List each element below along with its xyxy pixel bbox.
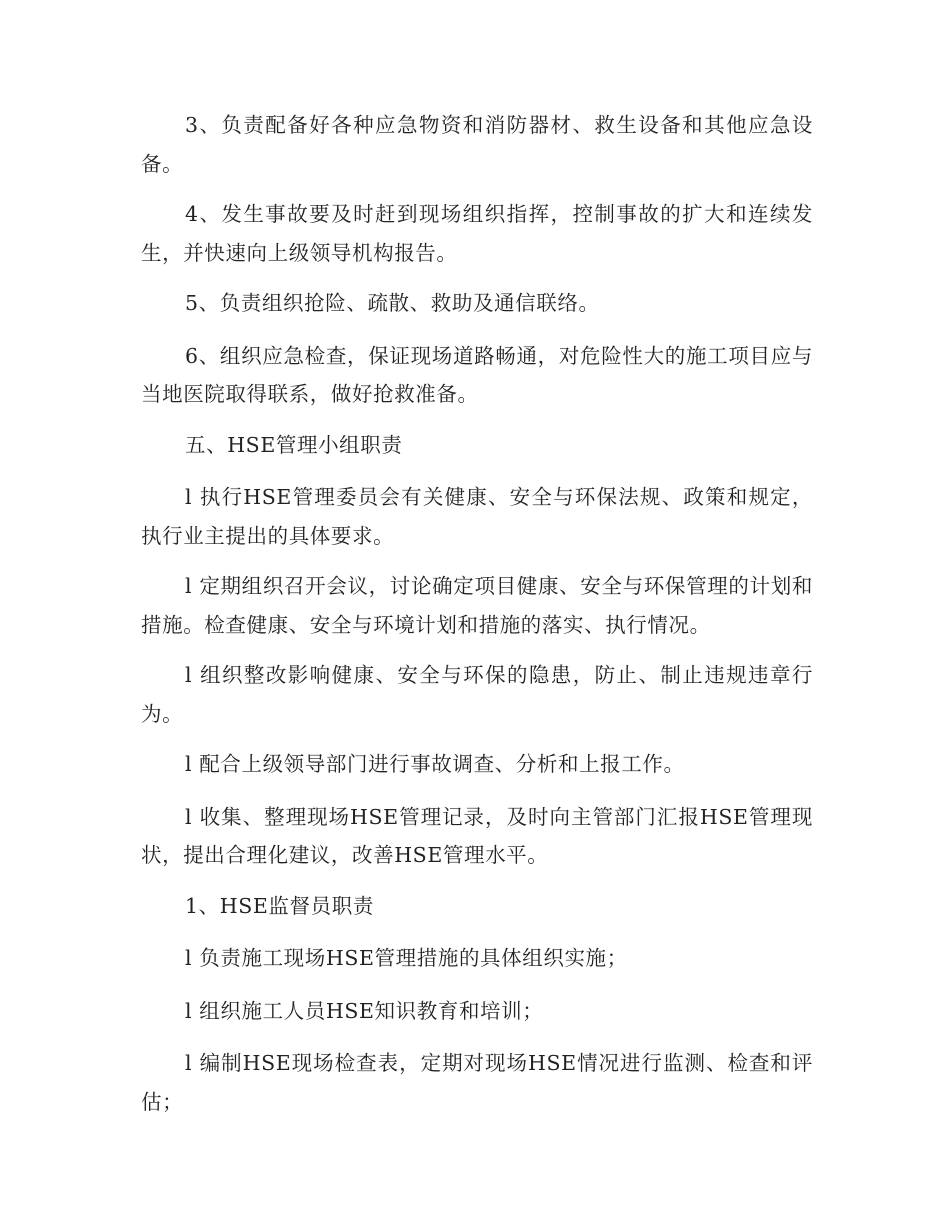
section-heading-hse-group: 五、HSE管理小组职责 bbox=[185, 432, 403, 457]
bullet-paragraph: l 收集、整理现场HSE管理记录，及时向主管部门汇报HSE管理现状，提出合理化建议，改善HSE管理水平。 bbox=[141, 804, 813, 867]
bullet-paragraph: l 配合上级领导部门进行事故调查、分析和上报工作。 bbox=[185, 752, 685, 776]
paragraph-item-5: 5、负责组织抢险、疏散、救助及通信联络。 bbox=[185, 291, 600, 315]
document-body bbox=[141, 106, 813, 1133]
bullet-paragraph: l 编制HSE现场检查表，定期对现场HSE情况进行监测、检查和评估； bbox=[141, 1051, 813, 1114]
paragraph-item-4: 4、发生事故要及时赶到现场组织指挥，控制事故的扩大和连续发生，并快速向上级领导机构报告。 bbox=[141, 202, 813, 265]
paragraph-item-3: 3、负责配备好各种应急物资和消防器材、救生设备和其他应急设备。 bbox=[141, 113, 813, 176]
bullet-paragraph: l 定期组织召开会议，讨论确定项目健康、安全与环保管理的计划和措施。检查健康、安全与环境计划和措施的落实、执行情况。 bbox=[141, 574, 813, 637]
bullet-paragraph: l 组织整改影响健康、安全与环保的隐患，防止、制止违规违章行为。 bbox=[141, 663, 813, 726]
subsection-heading-hse-supervisor: 1、HSE监督员职责 bbox=[185, 893, 374, 918]
bullet-paragraph: l 执行HSE管理委员会有关健康、安全与环保法规、政策和规定，执行业主提出的具体要求。 bbox=[141, 485, 813, 548]
bullet-paragraph: l 负责施工现场HSE管理措施的具体组织实施； bbox=[185, 946, 628, 970]
bullet-paragraph: l 组织施工人员HSE知识教育和培训； bbox=[185, 998, 544, 1023]
paragraph-item-6: 6、组织应急检查，保证现场道路畅通，对危险性大的施工项目应与当地医院取得联系，做好抢救准备。 bbox=[141, 343, 813, 406]
